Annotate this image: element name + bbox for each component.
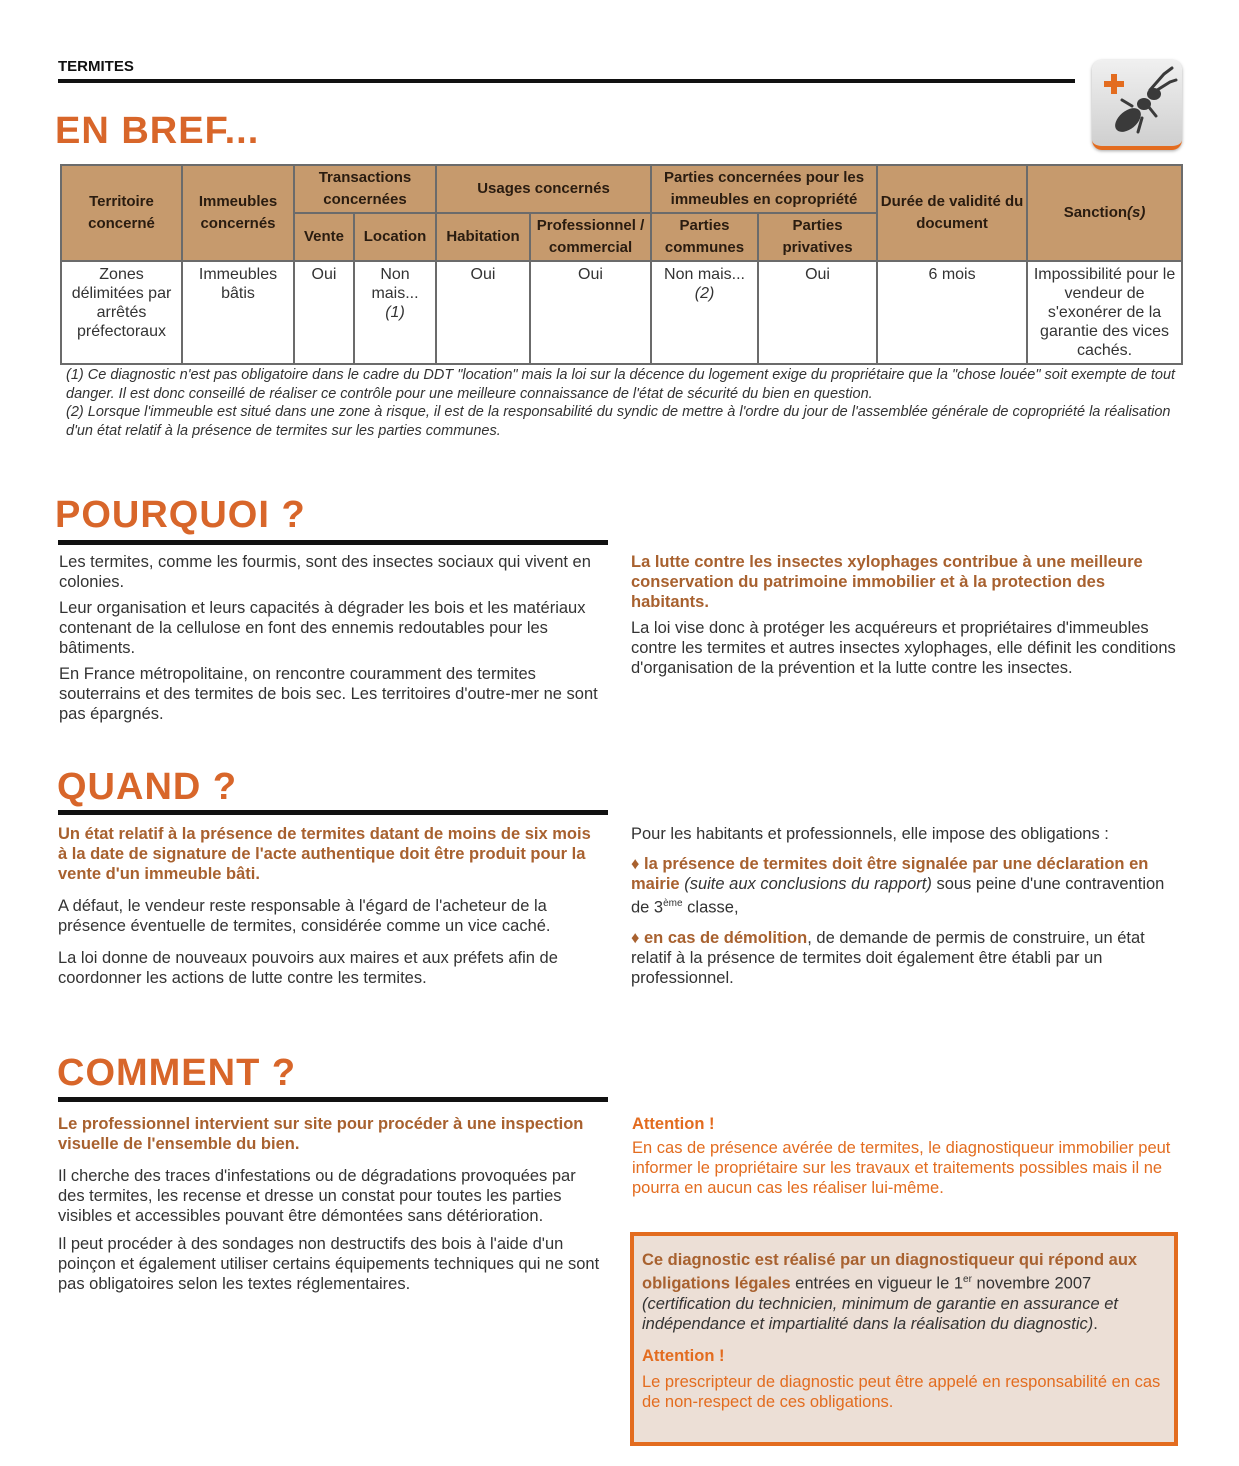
section-label: TERMITES — [58, 58, 134, 75]
th-professionnel: Professionnel / commercial — [530, 213, 651, 261]
comment-left — [58, 1114, 606, 1300]
highlight-paragraph: Un état relatif à la présence de termites datant de moins de six mois à la date de signature de l'acte authentique doit être produit pour la vente d'un immeuble bâti. — [58, 825, 591, 883]
paragraph: Leur organisation et leurs capacités à dégrader les bois et les matériaux contenant de la cellulose en font des ennemis redoutables pour les bâtiments. — [59, 599, 586, 657]
cell-professionnel: Oui — [530, 261, 651, 364]
pourquoi-rule — [58, 540, 608, 545]
th-habitation: Habitation — [436, 213, 530, 261]
th-location: Location — [354, 213, 436, 261]
cell-sanction: Impossibilité pour le vendeur de s'exonérer de la garantie des vices cachés. — [1027, 261, 1182, 364]
paragraph: Pour les habitants et professionnels, elle impose des obligations : — [631, 825, 1109, 843]
th-duree: Durée de validité du document — [877, 165, 1027, 261]
pourquoi-title: POURQUOI ? — [55, 494, 306, 536]
cell-location: Non mais... (1) — [354, 261, 436, 364]
th-vente: Vente — [294, 213, 354, 261]
box-paragraph: Ce diagnostic est réalisé par un diagnostiqueur qui répond aux obligations légales entrées en vigueur le 1er novembre 2007 (certification du technicien, minimum de garantie en assurance et indépendance et impartialité dans la réalisation du diagnostic). — [642, 1251, 1138, 1333]
th-transactions: Transactions concernées — [294, 165, 436, 213]
en-bref-title: EN BREF... — [55, 110, 260, 152]
paragraph: A défaut, le vendeur reste responsable à l'égard de l'acheteur de la présence éventuelle de termites, considérée comme un vice caché. — [58, 897, 551, 935]
cell-immeubles: Immeubles bâtis — [182, 261, 294, 364]
comment-right — [632, 1114, 1177, 1204]
cell-vente: Oui — [294, 261, 354, 364]
quand-left — [58, 824, 603, 994]
attention-title: Attention ! — [632, 1115, 715, 1133]
paragraph: Les termites, comme les fourmis, sont des insectes sociaux qui vivent en colonies. — [59, 553, 591, 591]
bullet-item: ♦ la présence de termites doit être signalée par une déclaration en mairie (suite aux conclusions du rapport) sous peine d'une contravention de 3ème classe, — [631, 855, 1165, 917]
paragraph: En France métropolitaine, on rencontre couramment des termites souterrains et des termites de bois sec. Les territoires d'outre-mer ne sont pas épargnés. — [59, 665, 598, 723]
note-1: (1) Ce diagnostic n'est pas obligatoire dans le cadre du DDT "location" mais la loi sur la décence du logement exige du propriétaire que la "chose louée" soit exempte de tout danger. Il est donc conseillé de réaliser ce contrôle pour une meilleure connaissance de l'état de sécurité du bien en question. — [66, 367, 1176, 402]
attention-text: En cas de présence avérée de termites, le diagnostiqueur immobilier peut informer le propriétaire sur les travaux et traitements possibles mais il ne pourra en aucun cas les réaliser lui-même. — [632, 1139, 1171, 1197]
highlight-paragraph: Le professionnel intervient sur site pour procéder à une inspection visuelle de l'ensemble du bien. — [58, 1115, 584, 1153]
th-immeubles: Immeubles concernés — [182, 165, 294, 261]
highlight-paragraph: La lutte contre les insectes xylophages contribue à une meilleure conservation du patrimoine immobilier et à la protection des habitants. — [631, 553, 1143, 611]
th-privatives: Parties privatives — [758, 213, 877, 261]
termite-plus-icon — [1092, 60, 1182, 150]
th-communes: Parties communes — [651, 213, 758, 261]
comment-title: COMMENT ? — [57, 1052, 297, 1094]
cell-communes: Non mais... (2) — [651, 261, 758, 364]
quand-rule — [58, 810, 608, 815]
pourquoi-right — [631, 552, 1181, 684]
th-parties: Parties concernées pour les immeubles en copropriété — [651, 165, 877, 213]
quand-title: QUAND ? — [57, 766, 238, 808]
table-row — [61, 261, 1182, 364]
obligations-box — [630, 1232, 1178, 1446]
cell-habitation: Oui — [436, 261, 530, 364]
summary-table — [60, 164, 1183, 365]
paragraph: Il cherche des traces d'infestations ou de dégradations provoquées par des termites, les recense et dresse un constat pour toutes les parties visibles et accessibles pouvant être démontées sans détérioration. — [58, 1167, 576, 1225]
th-territoire: Territoire concerné — [61, 165, 182, 261]
cell-privatives: Oui — [758, 261, 877, 364]
table-notes — [66, 366, 1178, 440]
cell-territoire: Zones délimitées par arrêtés préfectoraux — [61, 261, 182, 364]
paragraph: Il peut procéder à des sondages non destructifs des bois à l'aide d'un poinçon et également utiliser certains équipements techniques qui ne sont pas obligatoires selon les textes réglementaires. — [58, 1235, 600, 1293]
quand-right — [631, 824, 1181, 994]
th-usages: Usages concernés — [436, 165, 651, 213]
attention-title: Attention ! — [642, 1346, 725, 1365]
paragraph: La loi donne de nouveaux pouvoirs aux maires et aux préfets afin de coordonner les actions de lutte contre les termites. — [58, 949, 558, 987]
comment-rule — [58, 1097, 608, 1102]
pourquoi-left — [59, 552, 609, 730]
attention-text: Le prescripteur de diagnostic peut être appelé en responsabilité en cas de non-respect de ces obligations. — [642, 1372, 1161, 1411]
cell-duree: 6 mois — [877, 261, 1027, 364]
header-rule — [58, 79, 1075, 83]
bullet-item: ♦ en cas de démolition, de demande de permis de construire, un état relatif à la présence de termites doit également être établi par un professionnel. — [631, 928, 1145, 987]
paragraph: La loi vise donc à protéger les acquéreurs et propriétaires d'immeubles contre les termites et autres insectes xylophages, elle définit les conditions d'organisation de la prévention et la lutte contre les insectes. — [631, 619, 1176, 677]
th-sanction: Sanction(s) — [1027, 165, 1182, 261]
note-2: (2) Lorsque l'immeuble est situé dans une zone à risque, il est de la responsabilité du syndic de mettre à l'ordre du jour de l'assemblée générale de copropriété la réalisation d'un état relatif à la présence de termites sur les parties communes. — [66, 404, 1171, 439]
